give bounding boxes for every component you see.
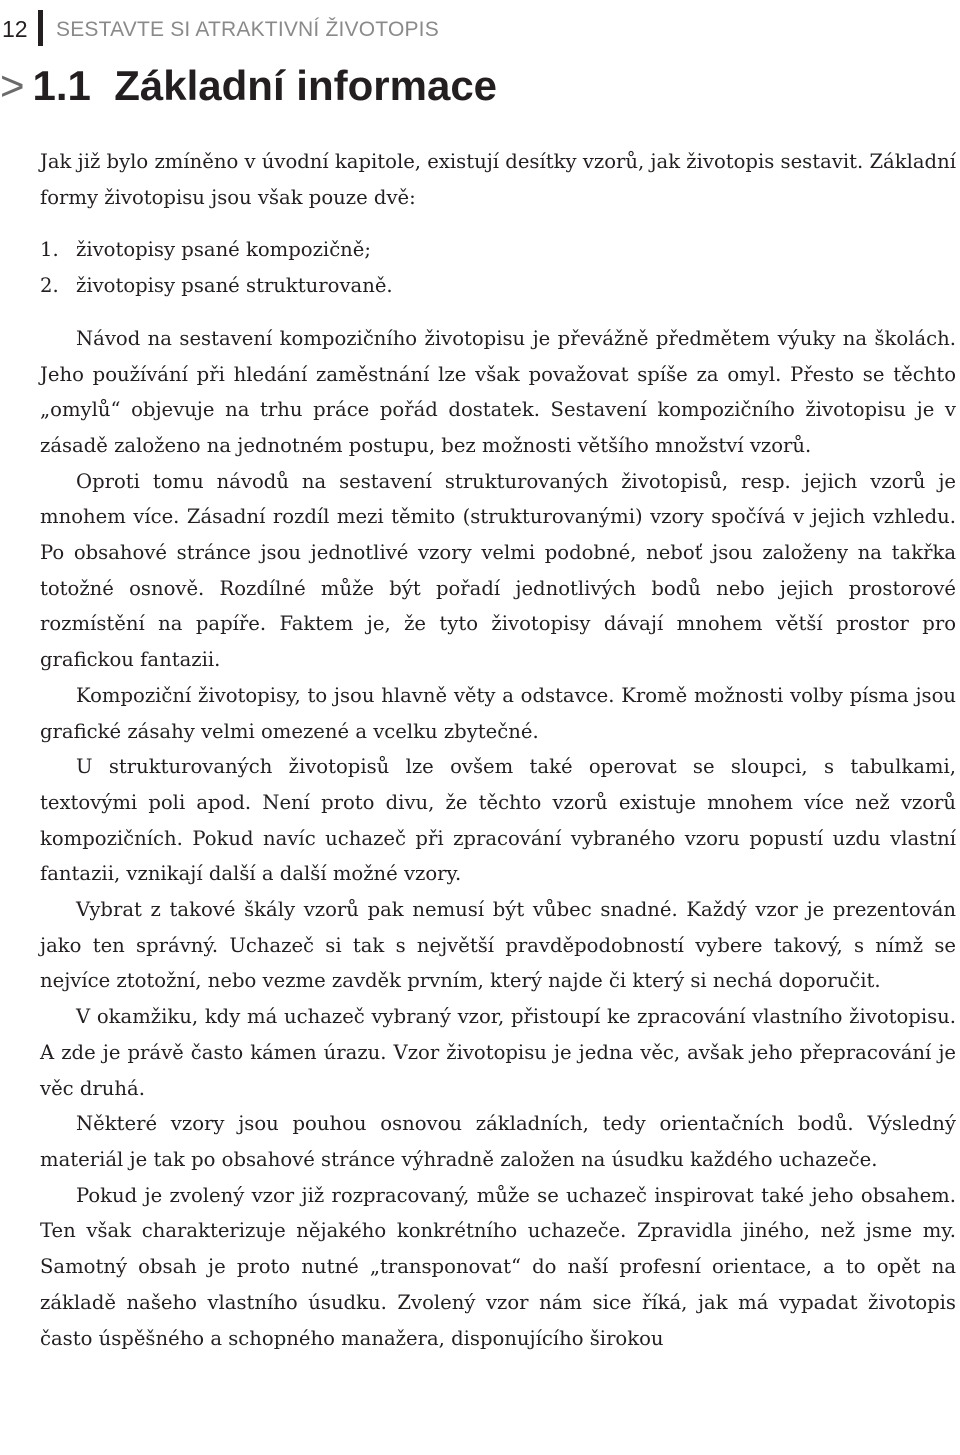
- paragraph: Některé vzory jsou pouhou osnovou základních, tedy orientačních bodů. Výsledný materiál je tak po obsahové stránce výhradně založen na úsudku každého uchazeče.: [40, 1112, 956, 1171]
- paragraph: Oproti tomu návodů na sestavení strukturovaných životopisů, resp. jejich vzorů je mnohem více. Zásadní rozdíl mezi těmito (strukturovanými) vzory spočívá v jejich vzhledu. Po obsahové stránce jsou jednotlivé vzory velmi podobné, neboť jsou založeny na takřka totožné osnově. Rozdílné může být pořadí jednotlivých bodů nebo jejich prostorové rozmístění na papíře. Faktem je, že tyto životopisy dávají mnohem větší prostor pro grafickou fantazii.: [40, 469, 956, 672]
- paragraph: U strukturovaných životopisů lze ovšem také operovat se sloupci, s tabulkami, textovými poli apod. Není proto divu, že těchto vzorů existuje mnohem více než vzorů kompozičních. Pokud navíc uchazeč při zpracování vybraného vzoru popustí uzdu vlastní fantazii, vznikají další a další možné vzory.: [40, 755, 956, 886]
- paragraph: Návod na sestavení kompozičního životopisu je převážně předmětem výuky na školách. Jeho používání při hledání zaměstnání lze však považovat spíše za omyl. Přesto se těchto „omylů“ objevuje na trhu práce pořád dostatek. Sestavení kompozičního životopisu je v zásadě založeno na jednotném postupu, bez možnosti většího množství vzorů.: [40, 326, 956, 457]
- section-title: 1.1 Základní informace: [32, 62, 498, 109]
- body-text: [40, 144, 956, 1356]
- list-item-text: životopisy psané strukturovaně.: [76, 274, 393, 298]
- forms-list: [40, 232, 956, 303]
- paragraph: V okamžiku, kdy má uchazeč vybraný vzor, přistoupí ke zpracování vlastního životopisu. A zde je právě často kámen úrazu. Vzor životopisu je jedna věc, avšak jeho přepracování je věc druhá.: [40, 1005, 956, 1100]
- intro-paragraph: Jak již bylo zmíněno v úvodní kapitole, existují desítky vzorů, jak životopis sestavit. Základní formy životopisu jsou však pouze dvě:: [40, 150, 956, 209]
- paragraph: Vybrat z takové škály vzorů pak nemusí být vůbec snadné. Každý vzor je prezentován jako ten správný. Uchazeč si tak s největší pravděpodobností vybere takový, s nímž se nejvíce ztotožní, nebo vezme zavděk prvním, který najde či který si nechá doporučit.: [40, 898, 956, 993]
- list-item-number: 2.: [40, 274, 59, 298]
- list-item: [40, 268, 956, 304]
- section-marker-icon: >: [0, 62, 25, 109]
- paragraph: Kompoziční životopisy, to jsou hlavně věty a odstavce. Kromě možnosti volby písma jsou grafické zásahy velmi omezené a vcelku zbytečné.: [40, 683, 956, 743]
- running-title: SESTAVTE SI ATRAKTIVNÍ ŽIVOTOPIS: [56, 18, 439, 41]
- paragraph: Pokud je zvolený vzor již rozpracovaný, může se uchazeč inspirovat také jeho obsahem. Ten však charakterizuje nějakého konkrétního uchazeče. Zpravidla jiného, než jsme my. Samotný obsah je proto nutné „transponovat“ do naší profesní orientace, a to opět na základě našeho vlastního úsudku. Zvolený vzor nám sice říká, jak má vypadat životopis často úspěšného a schopného manažera, disponujícího širokou: [40, 1183, 956, 1350]
- page-header: [0, 10, 960, 50]
- section-heading: [0, 62, 497, 110]
- list-item: [40, 232, 956, 268]
- header-divider: [38, 10, 43, 46]
- page-number: 12: [2, 16, 28, 42]
- list-item-number: 1.: [40, 238, 59, 262]
- list-item-text: životopisy psané kompozičně;: [76, 238, 371, 262]
